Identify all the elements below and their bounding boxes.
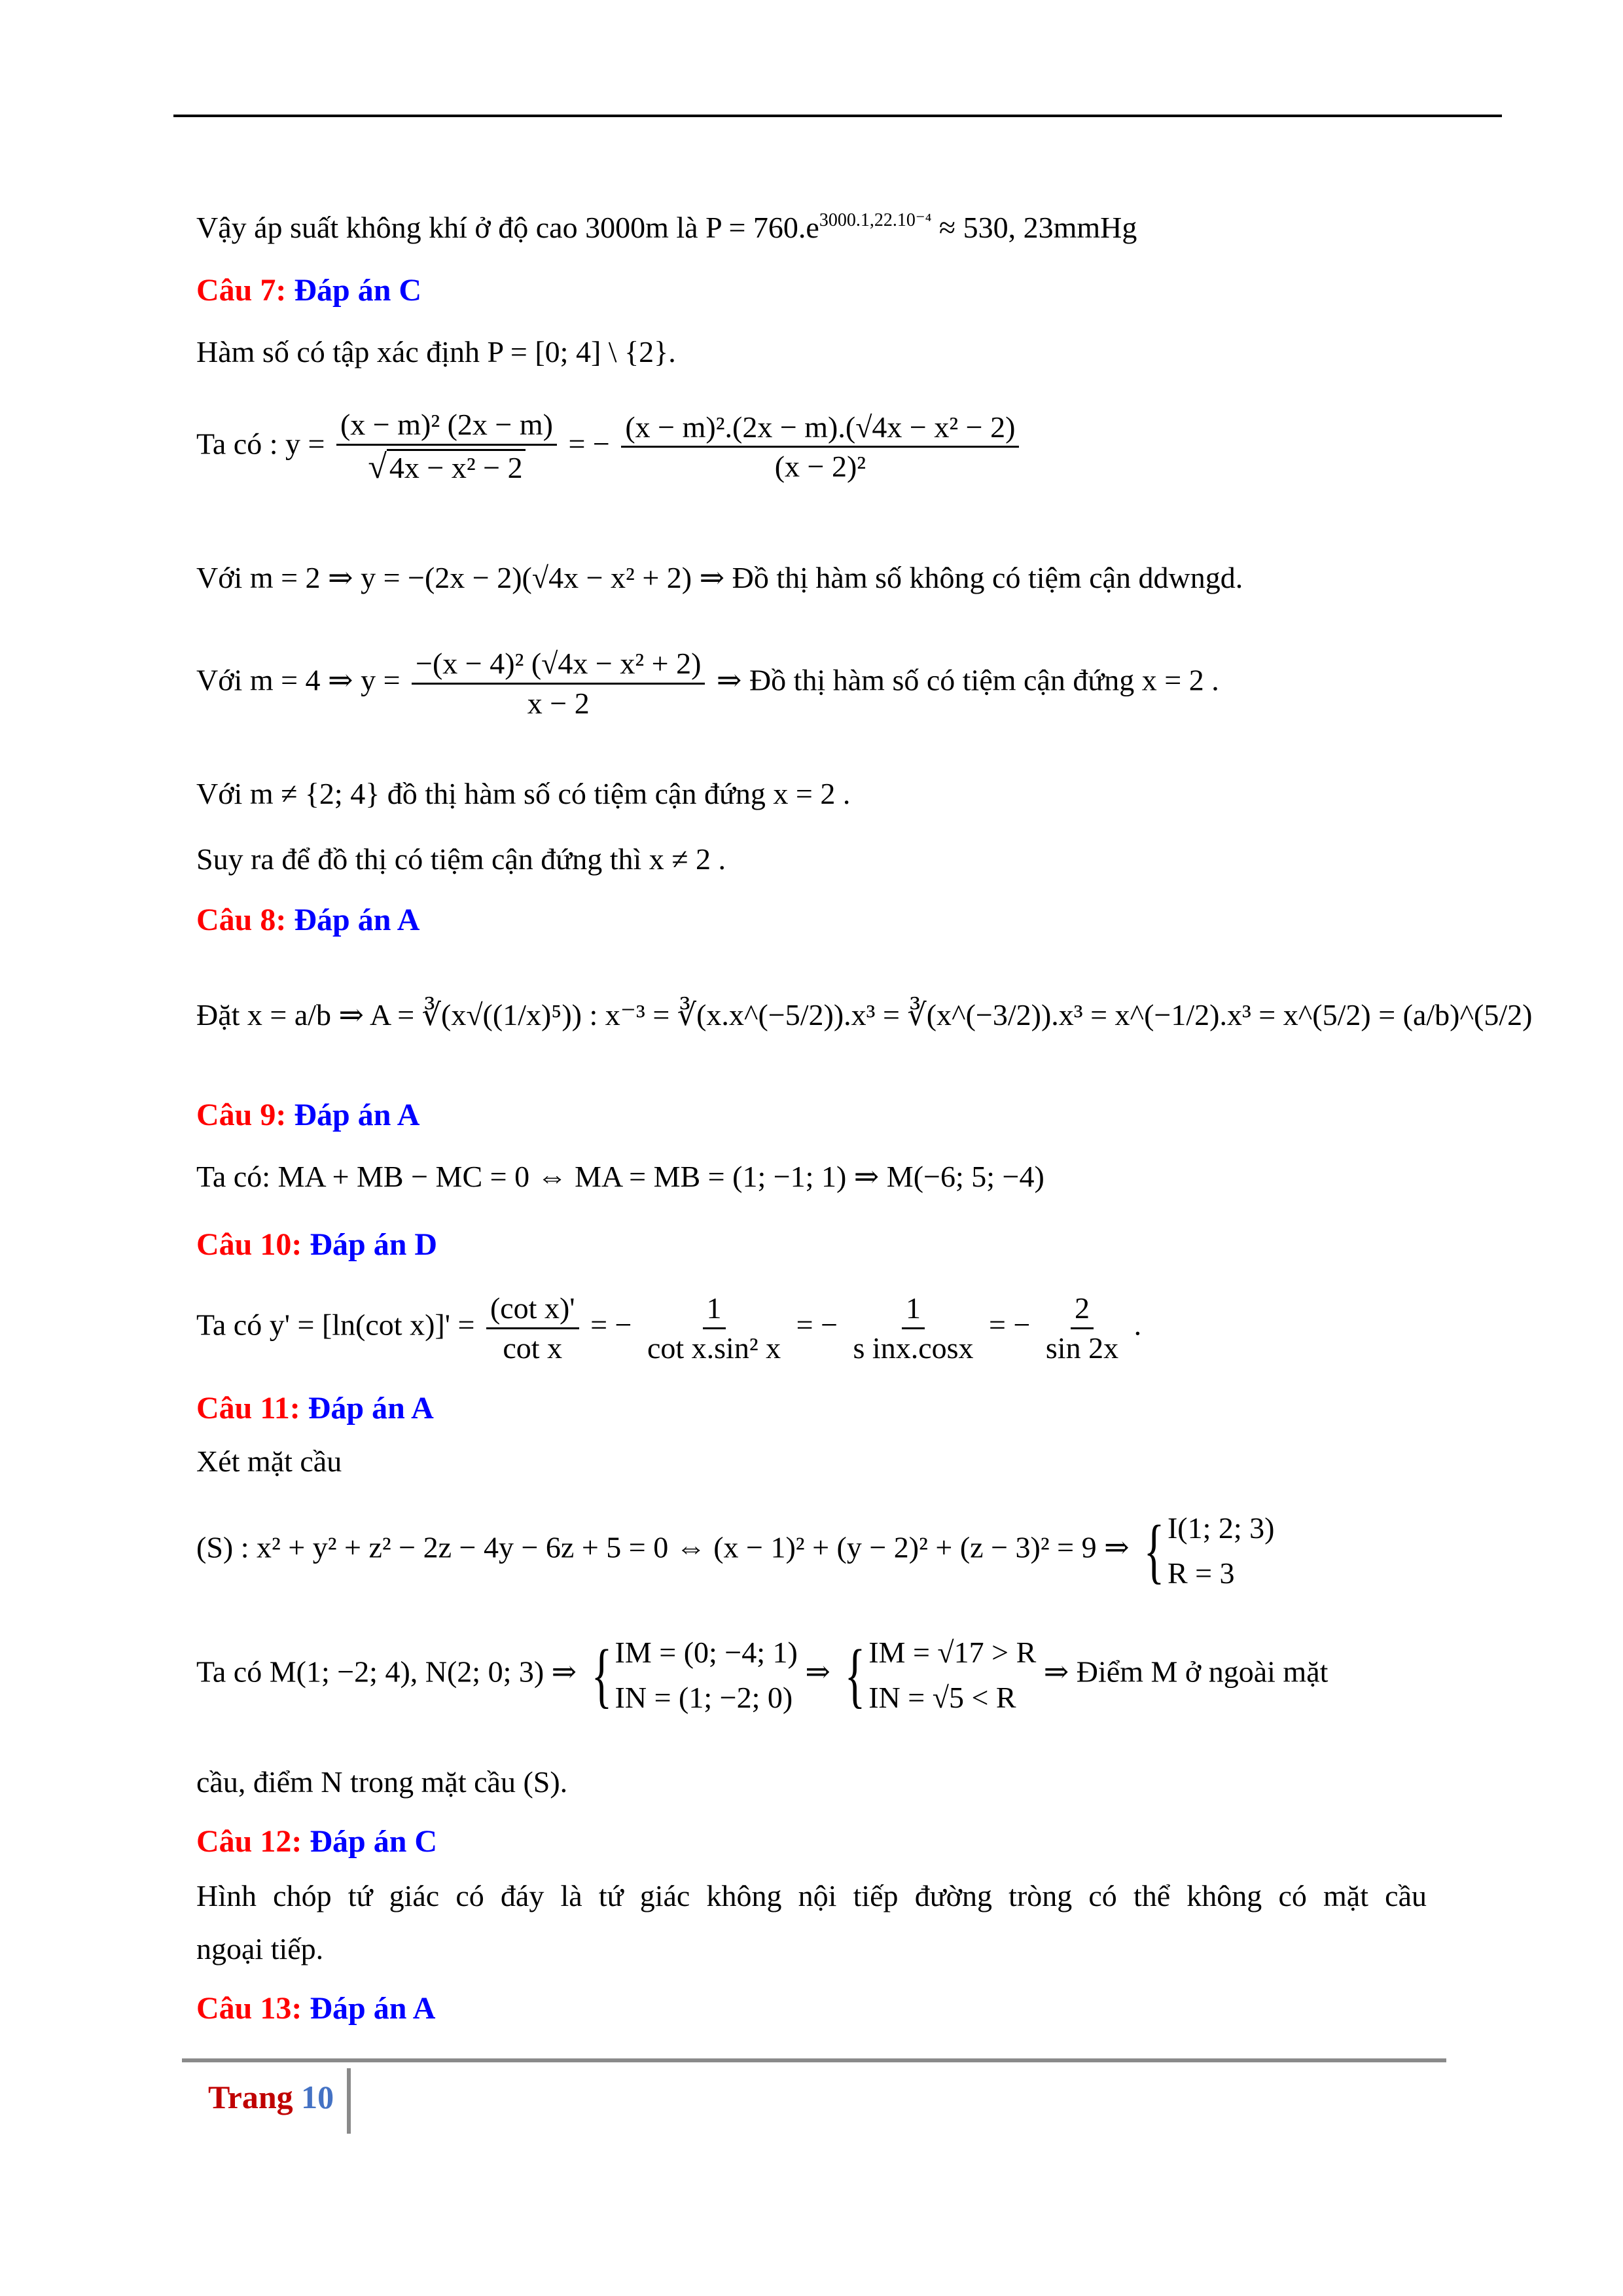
fraction-m4: $\frac{\text{−(x − 4)² (√4x − x² + 2)}}{x - 2}$	[412, 645, 705, 722]
fraction-1: $\frac{\text{(x − m)² (2x − m)}}{\text{√4x − x² − 2}}$	[336, 406, 557, 488]
footer-divider	[347, 2068, 351, 2134]
vector-line-9: Ta có: MA + MB − MC = 0 ⇔ MA = MB = (1; −1; 1) ⇒ M(−6; 5; −4)	[196, 1160, 1044, 1193]
vector-system: IM = (0; −4; 1) IN = (1; −2; 0)	[615, 1636, 798, 1714]
pyramid-line-1: Hình chóp tứ giác có đáy là tứ giác không nội tiếp đường tròng có thể không có mặt cầu	[196, 1879, 1427, 1912]
question-12-heading: Câu 12: Đáp án C	[196, 1824, 438, 1859]
case-other-m-line: Với m ≠ {2; 4} đồ thị hàm số có tiệm cận đứng x = 2 .	[196, 777, 851, 810]
conclusion-7-line: Suy ra để đồ thị có tiệm cận đứng thì x ≠ 2 .	[196, 842, 726, 876]
sphere-intro-line: Xét mặt cầu	[196, 1444, 342, 1478]
fraction-10a: $\frac{\text{(cot x)'}}{\text{cot x}}$	[486, 1289, 579, 1367]
domain-line: Hàm số có tập xác định P = [0; 4] \ {2}.	[196, 335, 676, 368]
derivative-line-7: Ta có : y = $\frac{\text{(x − m)² (2x − m)}}{\text{√4x − x² − 2}}$ = − $\frac{\text{(x − m)².(2x − m).(√4x − x² − 2)}}{\text{(x − 2)²}}$	[196, 406, 1023, 488]
system-brace-a: {	[591, 1635, 612, 1715]
fraction-10b: $\frac{1}{\text{cot x.sin² x}}$	[643, 1289, 785, 1367]
pressure-result-line: Vậy áp suất không khí ở độ cao 3000m là $P = 760.e^{3000.1,22.10^{-4}} \approx 530$, 23mmHg	[196, 210, 1137, 244]
header-rule	[173, 115, 1502, 117]
question-9-heading: Câu 9: Đáp án A	[196, 1098, 420, 1132]
system-brace-b: {	[844, 1635, 866, 1715]
distance-system: IM = √17 > R IN = √5 < R	[868, 1636, 1037, 1714]
question-13-heading: Câu 13: Đáp án A	[196, 1991, 436, 2026]
fraction-10c: $\frac{1}{\text{s inx.cosx}}$	[849, 1289, 978, 1367]
case-m2-line: Với m = 2 ⇒ y = −(2x − 2)(√4x − x² + 2) ⇒ Đồ thị hàm số không có tiệm cận ddwngd.	[196, 561, 1243, 594]
fraction-10d: $\frac{2}{\sin 2x}$	[1042, 1289, 1122, 1367]
sphere-conclusion-line: cầu, điểm N trong mặt cầu (S).	[196, 1765, 568, 1799]
fraction-2: $\frac{\text{(x − m)².(2x − m).(√4x − x² − 2)}}{\text{(x − 2)²}}$	[621, 408, 1019, 486]
derivative-line-10: Ta có y' = [ln(cot x)]' = $\frac{\text{(cot x)'}}{\text{cot x}}$ = − $\frac{1}{\text{cot x.sin² x}}$ = − $\frac{1}{\text{s inx.cosx}}$ = − $\frac{2}{\sin 2x}$ .	[196, 1289, 1141, 1367]
question-10-heading: Câu 10: Đáp án D	[196, 1227, 438, 1262]
question-11-heading: Câu 11: Đáp án A	[196, 1391, 434, 1426]
pressure-formula: $P = 760.e^{3000.1,22.10^{-4}} \approx 530$, 23mmHg	[705, 210, 1137, 244]
case-m4-line: Với m = 4 ⇒ y = $\frac{\text{−(x − 4)² (√4x − x² + 2)}}{x - 2}$ ⇒ Đồ thị hàm số có tiệm cận đứng x = 2 .	[196, 645, 1219, 722]
question-8-heading: Câu 8: Đáp án A	[196, 903, 420, 937]
page-number: Trang 10	[208, 2079, 334, 2115]
center-radius-system: I(1; 2; 3) R = 3	[1167, 1511, 1275, 1590]
question-7-heading: Câu 7: Đáp án C	[196, 273, 422, 308]
system-brace: {	[1143, 1511, 1165, 1590]
pyramid-line-2: ngoại tiếp.	[196, 1932, 324, 1965]
substitution-line-8: Đặt x = a/b ⇒ A = ∛(x√((1/x)⁵)) : x⁻³ = ∛(x.x^(−5/2)).x³ = ∛(x^(−3/2)).x³ = x^(−1/2).x³ = x^(5/2) = (a/b)^(5/2)	[196, 998, 1533, 1031]
sphere-equation-line: (S) : x² + y² + z² − 2z − 4y − 6z + 5 = 0 ⇔ (x − 1)² + (y − 2)² + (z − 3)² = 9 ⇒ { I(1; 2; 3) R = 3	[196, 1505, 1274, 1596]
footer-rule	[182, 2058, 1446, 2062]
points-line: Ta có M(1; −2; 4), N(2; 0; 3) ⇒ { IM = (0; −4; 1) IN = (1; −2; 0) ⇒ { IM = √17 > R IN = √5 < R ⇒ Điểm M ở ngoài mặt	[196, 1630, 1328, 1720]
